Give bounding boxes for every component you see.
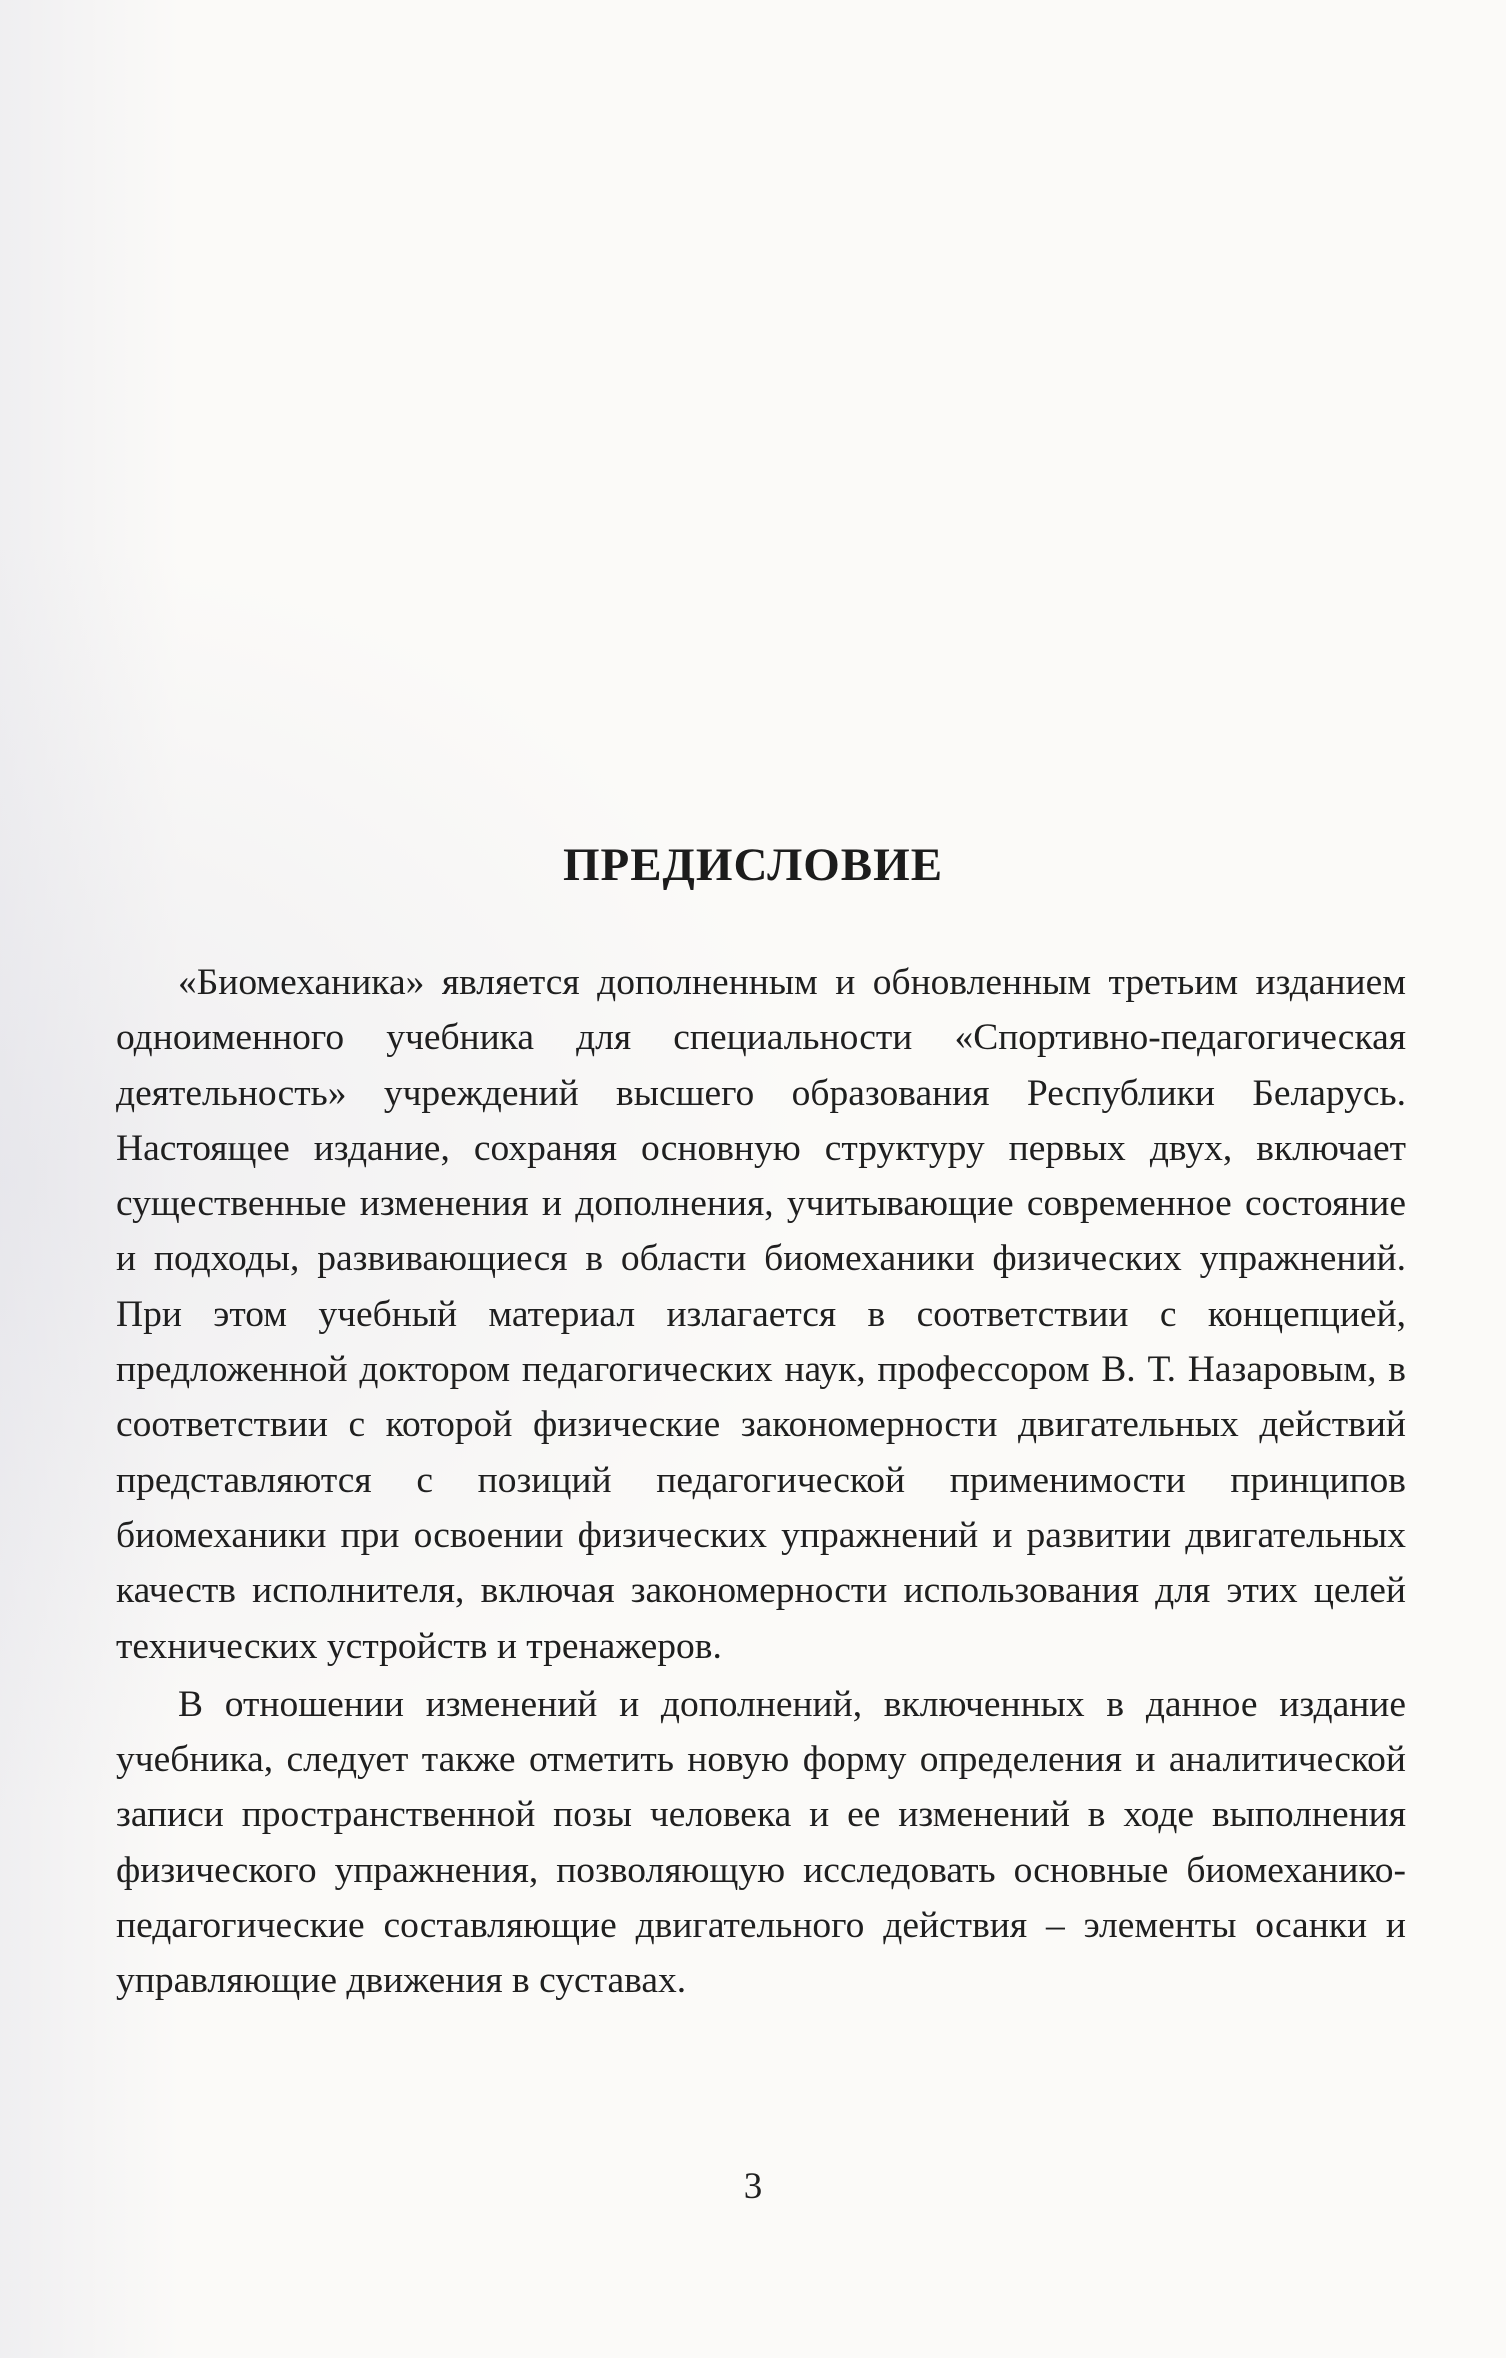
page-title: ПРЕДИСЛОВИЕ — [562, 839, 944, 891]
paragraph: В отношении изменений и дополнений, включенных в данное издание учебника, следует также отметить новую форму определения и аналитической записи пространственной позы человека и ее изменений в ходе выполнения физического упражнения, позволяющую исследовать основные биомеханико-педагогические составляющие двигательного действия – элементы осанки и управляющие движения в суставах. — [116, 1683, 1406, 2002]
page-number: 3 — [743, 2166, 763, 2207]
preface-body — [116, 955, 1406, 2009]
paragraph: «Биомеханика» является дополненным и обновленным третьим изданием одноименного учебника для специальности «Спортивно-педагогическая деятельность» учреждений высшего образования Республики Беларусь. Настоящее издание, сохраняя основную структуру первых двух, включает существенные изменения и дополнения, учитывающие современное состояние и подходы, развивающиеся в области биомеханики физических упражнений. При этом учебный материал излагается в соответствии с концепцией, предложенной доктором педагогических наук, профессором В. Т. Назаровым, в соответствии с которой физические закономерности двигательных действий представляются с позиций педагогической применимости принципов биомеханики при освоении физических упражнений и развитии двигательных качеств исполнителя, включая закономерности использования для этих целей технических устройств и тренажеров. — [116, 962, 1406, 1667]
